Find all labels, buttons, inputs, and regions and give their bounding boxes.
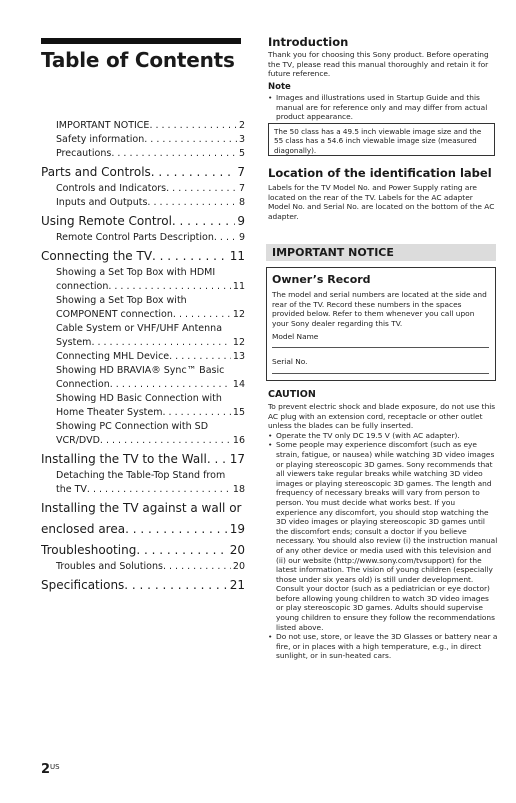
toc-entry	[41, 406, 245, 420]
owners-record-title: Owner’s Record	[272, 273, 371, 286]
model-name-label: Model Name	[272, 332, 319, 341]
toc-entry-text: Connection	[56, 379, 110, 390]
note-heading: Note	[268, 82, 291, 92]
toc-entry-text: connection	[56, 281, 109, 292]
toc-entry-text: Installing the TV to the Wall	[41, 452, 207, 466]
caution-intro: To prevent electric shock and blade exposure, do not use this AC plug with an extension cord, receptacle or other outlet unless the blades can be fully inserted.	[268, 402, 496, 431]
toc-entry	[41, 196, 245, 210]
caution-heading: CAUTION	[268, 389, 316, 400]
toc-leader-dots	[207, 450, 228, 469]
toc-title-rule	[41, 38, 241, 44]
model-name-line	[272, 347, 489, 348]
toc-leader-dots	[214, 231, 237, 245]
id-label-text: Labels for the TV Model No. and Power Supply rating are located on the rear of the TV. Labels for the AC adapter Model No. and Serial No. are located on the bottom of the AC adapter.	[268, 183, 495, 221]
toc-entry-text: Showing HD BRAVIA® Sync™ Basic	[56, 365, 225, 376]
toc-entry	[41, 364, 245, 378]
toc-entry-text: Precautions	[56, 148, 112, 159]
toc-entry-page: 5	[238, 148, 245, 159]
toc-entry-text: Using Remote Control	[41, 214, 172, 228]
toc-entry-page: 18	[232, 484, 245, 495]
toc-entry-page: 3	[238, 134, 245, 145]
toc-leader-dots	[151, 163, 236, 182]
toc-entry	[41, 336, 245, 350]
toc-entry-text: Troubleshooting	[41, 543, 137, 557]
toc-entry-page: 7	[237, 165, 245, 179]
toc-entry	[41, 133, 245, 147]
toc-entry-page: 15	[232, 407, 245, 418]
owners-record-box	[266, 267, 496, 381]
toc-leader-dots	[125, 520, 228, 539]
toc-entry-text: Parts and Controls	[41, 165, 151, 179]
toc-entry	[41, 560, 245, 574]
owners-record-text: The model and serial numbers are located at the side and rear of the TV. Record these numbers in the spaces provided below. Refer to them whenever you call upon your Sony dealer regarding this TV.	[272, 290, 487, 328]
toc-entry	[41, 322, 245, 336]
toc-entry	[41, 499, 245, 518]
caution-bullet: • Do not use, store, or leave the 3D Glasses or battery near a fire, or in places with a high temperature, e.g., in direct sunlight, or in sun-heated cars.	[268, 632, 498, 661]
toc-entry-page: 11	[232, 281, 245, 292]
toc-entry-text: Home Theater System	[56, 407, 163, 418]
toc-entry-page: 16	[232, 435, 245, 446]
toc-entry	[41, 280, 245, 294]
toc-entry-text: Connecting MHL Device	[56, 351, 170, 362]
toc-entry-page: 13	[232, 351, 245, 362]
toc-entry-text: Showing HD Basic Connection with	[56, 393, 222, 404]
toc-leader-dots	[152, 247, 228, 266]
toc-title: Table of Contents	[41, 48, 235, 72]
toc-entry-page: 9	[238, 232, 245, 243]
toc-entry-text: Inputs and Outputs	[56, 197, 148, 208]
intro-heading: Introduction	[268, 35, 349, 49]
toc-entry-text: Showing PC Connection with SD	[56, 421, 209, 432]
toc-entry-page: 8	[238, 197, 245, 208]
toc-entry	[41, 163, 245, 182]
serial-no-line	[272, 373, 489, 374]
toc-leader-dots	[87, 483, 231, 497]
class-size-box: The 50 class has a 49.5 inch viewable image size and the 55 class has a 54.6 inch viewable image size (measured diagonally).	[268, 123, 495, 156]
toc-list	[41, 119, 245, 595]
toc-entry-text: Cable System or VHF/UHF Antenna	[56, 323, 223, 334]
toc-entry	[41, 450, 245, 469]
toc-entry-text: VCR/DVD	[56, 435, 100, 446]
toc-entry-page: 9	[237, 214, 245, 228]
toc-leader-dots	[110, 378, 231, 392]
toc-leader-dots	[111, 147, 237, 161]
toc-entry	[41, 378, 245, 392]
toc-entry-page: 11	[229, 249, 245, 263]
page-number	[41, 762, 60, 777]
toc-entry-page: 19	[229, 522, 245, 536]
toc-leader-dots	[136, 541, 227, 560]
toc-leader-dots	[173, 308, 231, 322]
note-text: • Images and illustrations used in Startup Guide and this manual are for reference only and may differ from actual product appearance.	[268, 93, 501, 122]
caution-bullet: • Operate the TV only DC 19.5 V (with AC adapter).	[268, 431, 498, 441]
page-number-suffix: US	[50, 763, 60, 771]
toc-entry	[41, 541, 245, 560]
intro-text: Thank you for choosing this Sony product. Before operating the TV, please read this manual thoroughly and retain it for future reference.	[268, 50, 489, 79]
toc-leader-dots	[108, 280, 231, 294]
toc-entry	[41, 308, 245, 322]
toc-leader-dots	[124, 576, 227, 595]
toc-entry	[41, 420, 245, 434]
toc-entry	[41, 434, 245, 448]
toc-entry-text: Specifications	[41, 578, 125, 592]
toc-entry-text: Troubles and Solutions	[56, 561, 163, 572]
toc-entry	[41, 147, 245, 161]
toc-entry-text: enclosed area	[41, 522, 126, 536]
toc-entry-text: Showing a Set Top Box with	[56, 295, 187, 306]
toc-entry-text: the TV	[56, 484, 87, 495]
toc-leader-dots	[100, 434, 231, 448]
toc-entry	[41, 520, 245, 539]
toc-entry-text: Detaching the Table-Top Stand from	[56, 470, 226, 481]
important-notice-header: IMPORTANT NOTICE	[266, 244, 496, 261]
toc-entry-page: 14	[232, 379, 245, 390]
toc-leader-dots	[163, 406, 231, 420]
toc-entry	[41, 294, 245, 308]
toc-entry-page: 12	[232, 337, 245, 348]
caution-text	[268, 402, 498, 661]
toc-entry-text: System	[56, 337, 92, 348]
toc-entry	[41, 266, 245, 280]
toc-leader-dots	[166, 182, 237, 196]
toc-entry	[41, 392, 245, 406]
toc-entry	[41, 231, 245, 245]
toc-entry	[41, 119, 245, 133]
page-number-value: 2	[41, 762, 51, 777]
toc-entry-text: COMPONENT connection	[56, 309, 173, 320]
toc-entry-page: 17	[229, 452, 245, 466]
toc-entry-text: Connecting the TV	[41, 249, 153, 263]
toc-entry-text: Installing the TV against a wall or	[41, 501, 242, 515]
serial-no-label: Serial No.	[272, 357, 308, 366]
toc-entry	[41, 469, 245, 483]
toc-leader-dots	[169, 350, 231, 364]
toc-entry-text: Showing a Set Top Box with HDMI	[56, 267, 216, 278]
toc-leader-dots	[147, 196, 237, 210]
toc-entry	[41, 212, 245, 231]
toc-entry	[41, 576, 245, 595]
toc-entry	[41, 247, 245, 266]
toc-entry-page: 21	[229, 578, 245, 592]
toc-entry-text: Remote Control Parts Description	[56, 232, 214, 243]
toc-leader-dots	[149, 119, 237, 133]
toc-entry-page: 2	[238, 120, 245, 131]
caution-bullet: • Some people may experience discomfort (such as eye strain, fatigue, or nausea) while watching 3D video images or playing stereoscopic 3D games. Sony recommends that all viewers take regular breaks while watching 3D video images or playing stereoscopic 3D games. The length and frequency of necessary breaks will vary from person to person. You must decide what works best. If you experience any discomfort, you should stop watching the 3D video images or playing stereoscopic 3D games until the discomfort ends; consult a doctor if you believe necessary. You should also review (i) the instruction manual of any other device or media used with this television and (ii) our website (http://www.sony.com/tvsupport) for the latest information. The vision of young children (especially those under six years old) is still under development. Consult your doctor (such as a pediatrician or eye doctor) before allowing young children to watch 3D video images or play stereoscopic 3D games. Adults should supervise young children to ensure they follow the recommendations listed above.	[268, 440, 498, 632]
toc-leader-dots	[144, 133, 237, 147]
toc-entry	[41, 350, 245, 364]
toc-leader-dots	[91, 336, 230, 350]
toc-entry	[41, 182, 245, 196]
toc-leader-dots	[172, 212, 235, 231]
id-label-heading: Location of the identification label	[268, 166, 492, 180]
toc-entry-text: IMPORTANT NOTICE	[56, 120, 150, 131]
toc-entry-page: 20	[229, 543, 245, 557]
toc-entry-page: 20	[232, 561, 245, 572]
toc-entry	[41, 483, 245, 497]
toc-leader-dots	[163, 560, 231, 574]
toc-entry-text: Controls and Indicators	[56, 183, 167, 194]
toc-entry-text: Safety information	[56, 134, 145, 145]
toc-entry-page: 7	[238, 183, 245, 194]
toc-entry-page: 12	[232, 309, 245, 320]
